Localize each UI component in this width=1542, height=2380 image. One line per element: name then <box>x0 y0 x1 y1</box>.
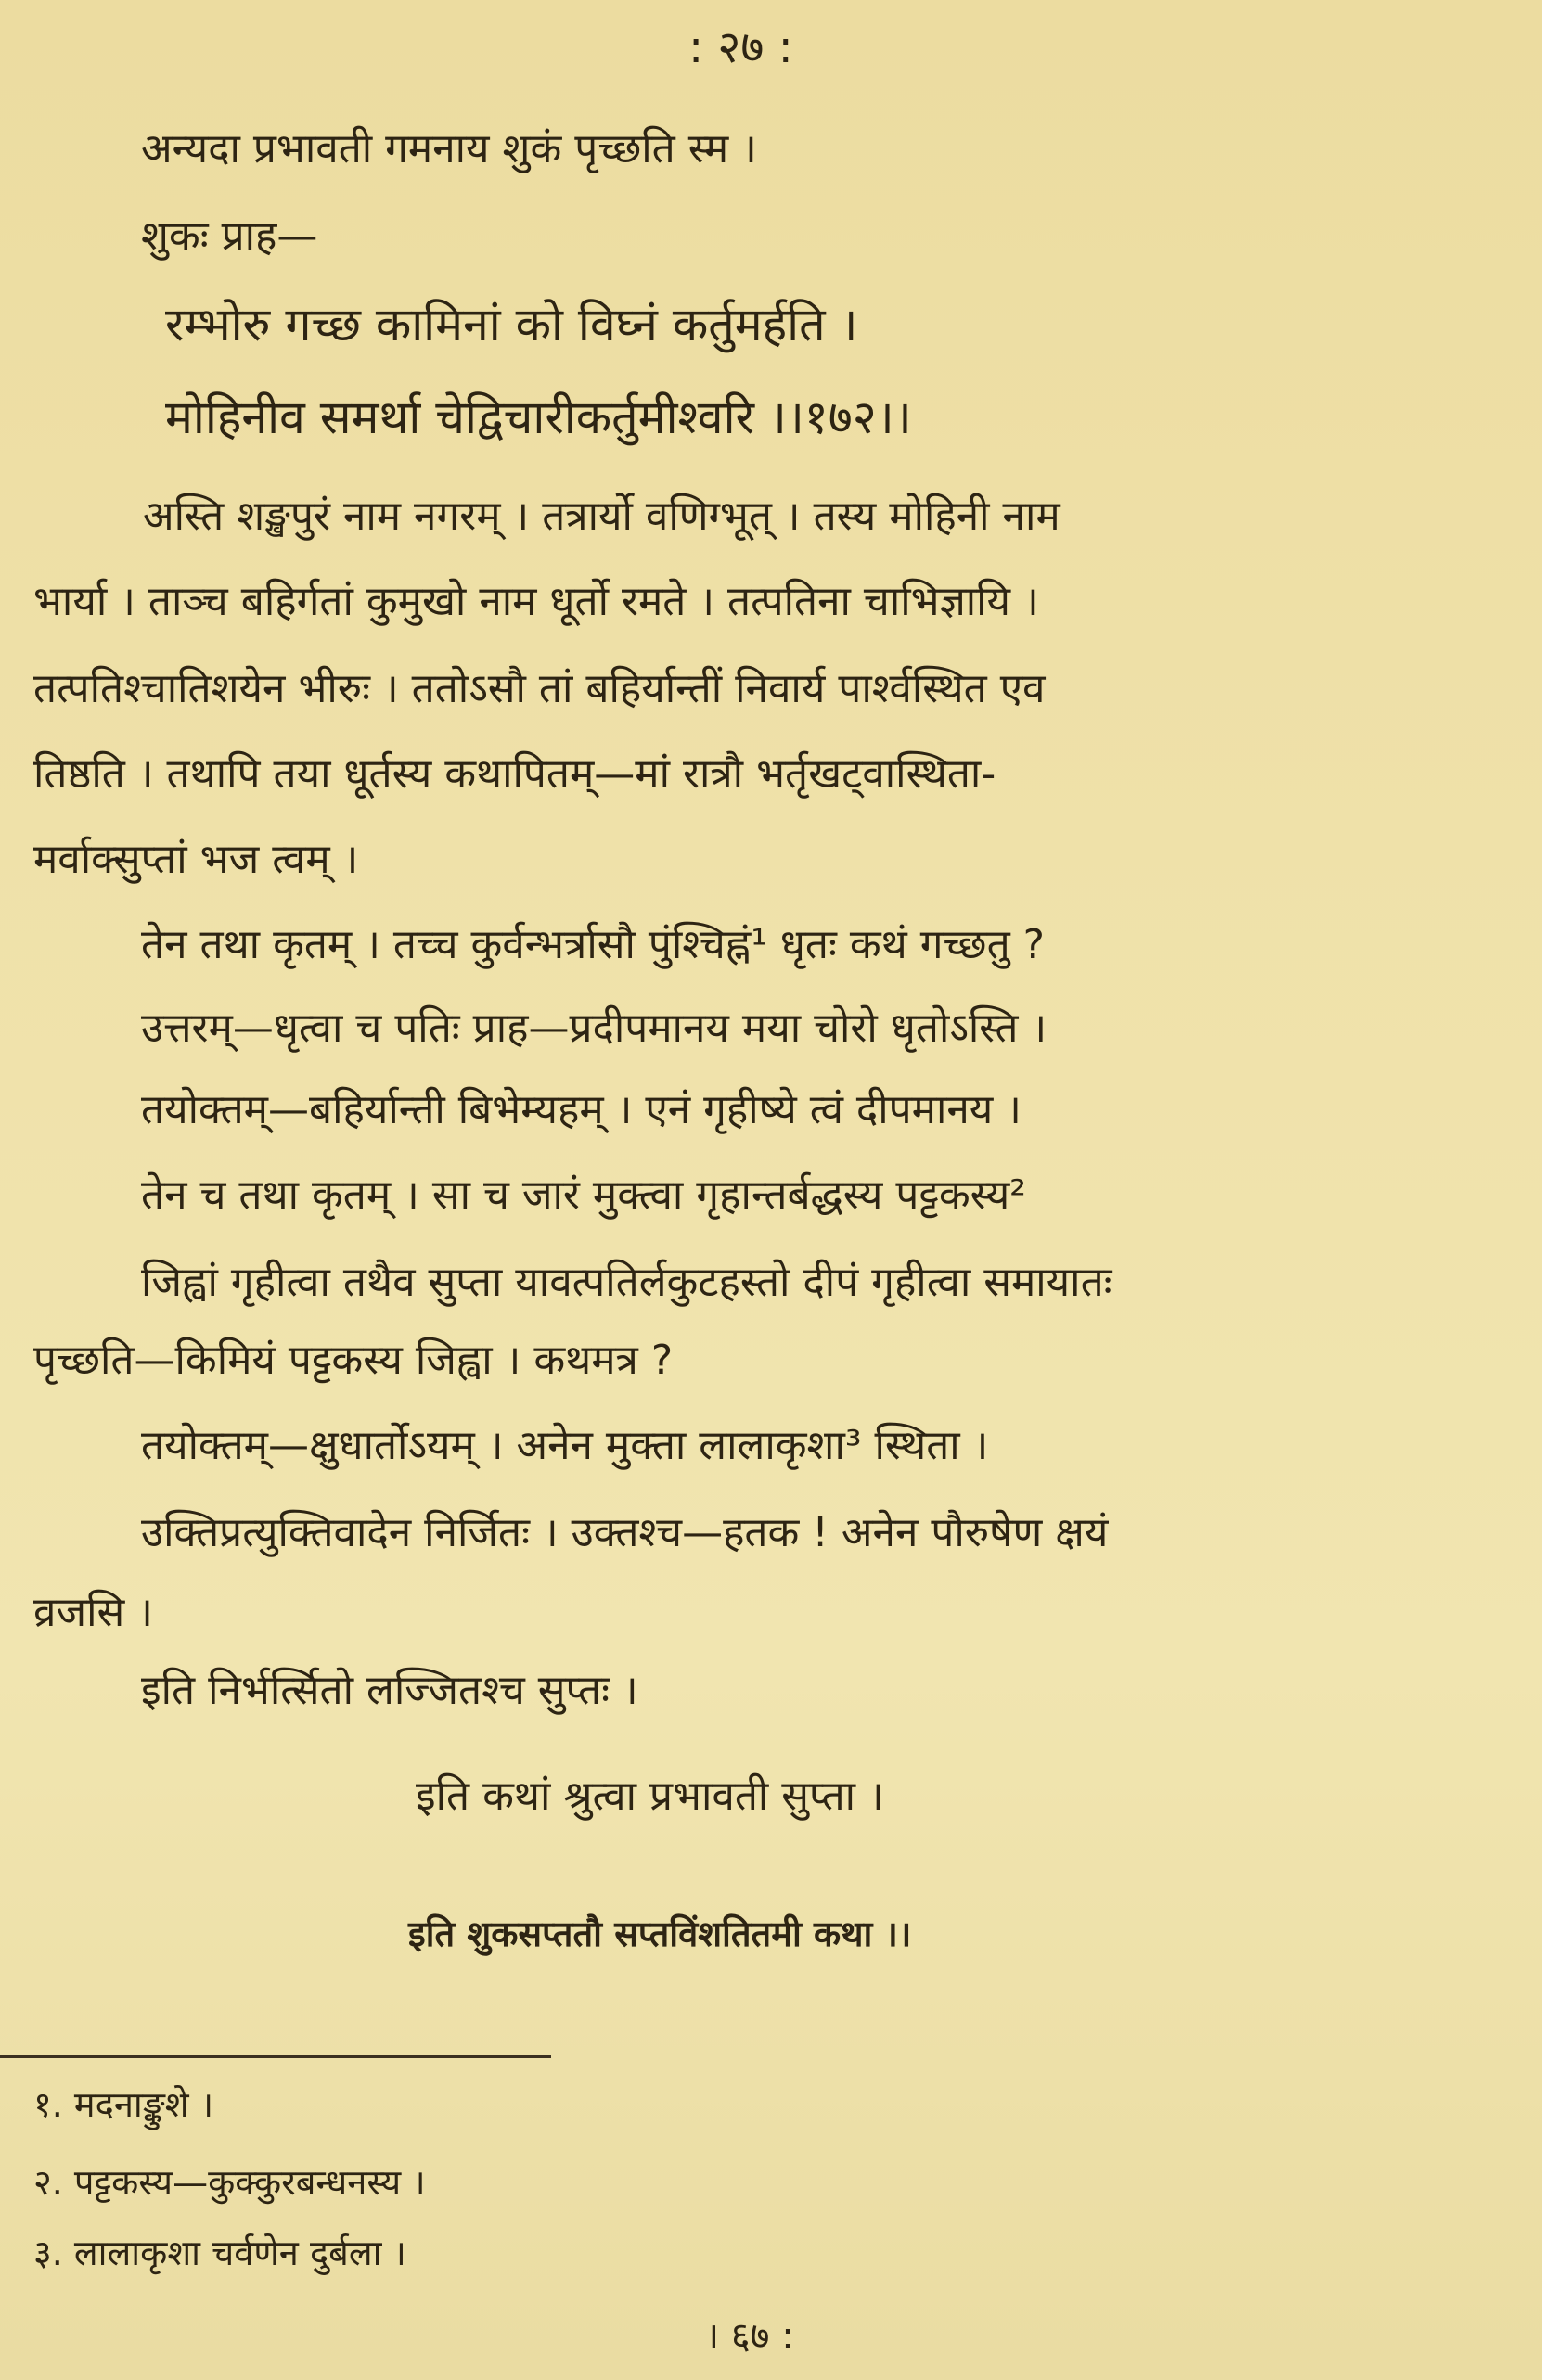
verse-line-2: मोहिनीव समर्था चेद्विचारीकर्तुमीश्वरि ।।१७२।। <box>165 390 912 444</box>
text-line-6: भार्या । ताञ्च बहिर्गतां कुमुखो नाम धूर्तो रमते । तत्पतिना चाभिज्ञायि । <box>33 578 1039 625</box>
colophon: इति शुकसप्ततौ सप्तविंशतितमी कथा ।। <box>408 1913 912 1954</box>
text-line-19: इति निर्भर्त्सितो लज्जितश्च सुप्तः । <box>141 1667 638 1714</box>
text-line-15: पृच्छति—किमियं पट्टकस्य जिह्वा । कथमत्र ? <box>33 1337 674 1384</box>
text-line-14: जिह्वां गृहीत्वा तथैव सुप्ता यावत्पतिर्लकुटहस्तो दीपं गृहीत्वा समायातः <box>141 1259 1112 1306</box>
footnote-divider <box>0 2055 551 2058</box>
text-line-8: तिष्ठति । तथापि तया धूर्तस्य कथापितम्—मां रात्रौ भर्तृखट्वास्थिता- <box>33 750 996 798</box>
footnote-2: २. पट्टकस्य—कुक्कुरबन्धनस्य । <box>33 2162 426 2203</box>
text-line-18: व्रजसि । <box>33 1589 153 1636</box>
footnote-1: १. मदनाङ्कुशे । <box>33 2084 214 2125</box>
text-line-16: तयोक्तम्—क्षुधार्तोऽयम् । अनेन मुक्ता लालाकृशा³ स्थिता । <box>141 1422 989 1469</box>
text-line-2: शुकः प्राह— <box>141 212 318 260</box>
footnote-3: ३. लालाकृशा चर्वणेन दुर्बला । <box>33 2233 406 2273</box>
text-line-12: तयोक्तम्—बहिर्यान्ती बिभेम्यहम् । एनं गृहीष्ये त्वं दीपमानय । <box>141 1086 1022 1133</box>
text-line-17: उक्तिप्रत्युक्तिवादेन निर्जितः । उक्तश्च—हतक ! अनेन पौरुषेण क्षयं <box>141 1509 1109 1556</box>
text-line-13: तेन च तथा कृतम् । सा च जारं मुक्त्वा गृहान्तर्बद्धस्य पट्टकस्य² <box>141 1171 1026 1219</box>
text-line-10: तेन तथा कृतम् । तच्च कुर्वन्भर्त्रासौ पुंश्चिह्नं¹ धृतः कथं गच्छतु ? <box>141 921 1045 968</box>
page-footer: । ६७ : <box>705 2315 794 2358</box>
page-header: : २७ : <box>688 21 793 73</box>
text-line-5: अस्ति शङ्खपुरं नाम नगरम् । तत्रार्यो वणिग्भूत् । तस्य मोहिनी नाम <box>143 493 1060 540</box>
text-line-11: उत्तरम्—धृत्वा च पतिः प्राह—प्रदीपमानय मया चोरो धृतोऽस्ति । <box>141 1004 1047 1052</box>
text-line-9: मर्वाक्सुप्तां भज त्वम् । <box>33 836 359 883</box>
text-line-20: इति कथां श्रुत्वा प्रभावती सुप्ता । <box>416 1772 884 1820</box>
text-line-7: तत्पतिश्चातिशयेन भीरुः । ततोऽसौ तां बहिर्यान्तीं निवार्य पार्श्वस्थित एव <box>33 665 1046 712</box>
verse-line-1: रम्भोरु गच्छ कामिनां को विघ्नं कर्तुमर्हति । <box>165 298 858 352</box>
text-line-1: अन्यदा प्रभावती गमनाय शुकं पृच्छति स्म । <box>141 125 757 173</box>
